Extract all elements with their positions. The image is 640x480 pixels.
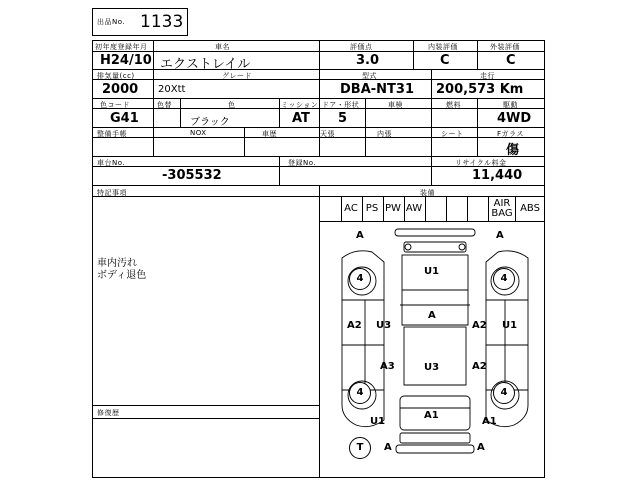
f-glass-label: Fガラス xyxy=(497,130,524,138)
mark-right-a2: A2 xyxy=(472,320,487,331)
vehicle-check-label: 車検 xyxy=(388,101,403,109)
door-shape-label: ドア・形状 xyxy=(322,101,360,109)
displacement-value: 2000 xyxy=(102,82,139,97)
grade-label: グレード xyxy=(222,72,252,80)
mark-center-u3: U3 xyxy=(424,362,440,373)
car-name-value: エクストレイル xyxy=(160,57,251,72)
model-label: 型式 xyxy=(362,72,377,80)
f-glass-value: 傷 xyxy=(506,143,520,158)
score-label: 評価点 xyxy=(350,43,373,51)
drive-value: 4WD xyxy=(497,111,532,126)
recycle-value: 11,440 xyxy=(472,168,523,183)
mileage-label: 走行 xyxy=(480,72,495,80)
exterior-value: C xyxy=(506,53,516,68)
history-label: 車歴 xyxy=(262,130,277,138)
transmission-value: AT xyxy=(292,111,310,126)
repair-label: 修復歴 xyxy=(97,409,120,417)
mark-rear-a1: A1 xyxy=(424,410,439,421)
fuel-label: 燃料 xyxy=(446,101,461,109)
equip-ps: PS xyxy=(365,203,379,214)
equip-airbag: AIR BAG xyxy=(491,198,513,219)
mark-right-u1: U1 xyxy=(502,320,518,331)
mark-front-right-a: A xyxy=(496,230,504,241)
remarks-label: 特記事項 xyxy=(97,189,127,197)
reg-no-label: 登録No. xyxy=(288,159,317,167)
mark-left-u3: U3 xyxy=(376,320,392,331)
grade-value: 20Xtt xyxy=(158,84,186,95)
tire-rear-right: 4 xyxy=(493,382,515,404)
equipment-label: 装備 xyxy=(420,189,435,197)
equip-pw: PW xyxy=(385,203,401,214)
mark-hood-a: A xyxy=(428,310,436,321)
mark-left-a3: A3 xyxy=(380,361,395,372)
equip-ac: AC xyxy=(344,203,358,214)
lot-label: 出品No. xyxy=(97,18,126,26)
color-code-label: 色コード xyxy=(100,101,130,109)
seat-label: シート xyxy=(441,130,464,138)
first-reg-label: 初年度登録年月 xyxy=(95,43,148,51)
recycle-label: リサイクル料金 xyxy=(455,159,507,167)
mark-right-a2-lower: A2 xyxy=(472,361,487,372)
model-value: DBA-NT31 xyxy=(340,82,414,97)
mark-rear-right-a1: A1 xyxy=(482,416,497,427)
mark-roof-u1: U1 xyxy=(424,266,440,277)
mark-bottom-a-right: A xyxy=(477,442,485,453)
interior-label: 内装評価 xyxy=(428,43,458,51)
mark-front-left-a: A xyxy=(356,230,364,241)
displacement-label: 排気量(cc) xyxy=(97,72,135,80)
color-value: ブラック xyxy=(190,117,230,128)
mark-left-a2: A2 xyxy=(347,320,362,331)
color-family-label: 色替 xyxy=(157,101,172,109)
first-reg-value: H24/10 xyxy=(100,53,152,68)
chassis-no-value: -305532 xyxy=(162,168,222,183)
tire-front-left: 4 xyxy=(349,268,371,290)
interior-trim-label: 内張 xyxy=(377,130,392,138)
doors-value: 5 xyxy=(338,111,348,126)
color-code-value: G41 xyxy=(110,111,139,126)
remark-line-2: ボディ退色 xyxy=(97,270,147,281)
equip-abs: ABS xyxy=(520,203,540,214)
score-value: 3.0 xyxy=(356,53,380,68)
mark-bottom-a-left: A xyxy=(384,442,392,453)
mileage-value: 200,573 Km xyxy=(436,82,524,97)
equip-aw: AW xyxy=(405,203,423,214)
transmission-label: ミッション xyxy=(281,101,319,109)
car-name-label: 車名 xyxy=(215,43,230,51)
maintenance-label: 整備手帳 xyxy=(97,130,127,138)
chassis-no-label: 車台No. xyxy=(97,159,126,167)
mark-rear-left-u1: U1 xyxy=(370,416,386,427)
remark-line-1: 車内汚れ xyxy=(97,258,137,269)
interior-value: C xyxy=(440,53,450,68)
tire-front-right: 4 xyxy=(493,268,515,290)
sunroof-label: 天張 xyxy=(320,130,335,138)
color-label: 色 xyxy=(228,101,236,109)
lot-number: 1133 xyxy=(140,12,184,32)
exterior-label: 外装評価 xyxy=(490,43,520,51)
nox-label: NOX xyxy=(190,129,207,137)
spare-tire: T xyxy=(349,437,371,459)
drive-label: 駆動 xyxy=(503,101,518,109)
tire-rear-left: 4 xyxy=(349,382,371,404)
